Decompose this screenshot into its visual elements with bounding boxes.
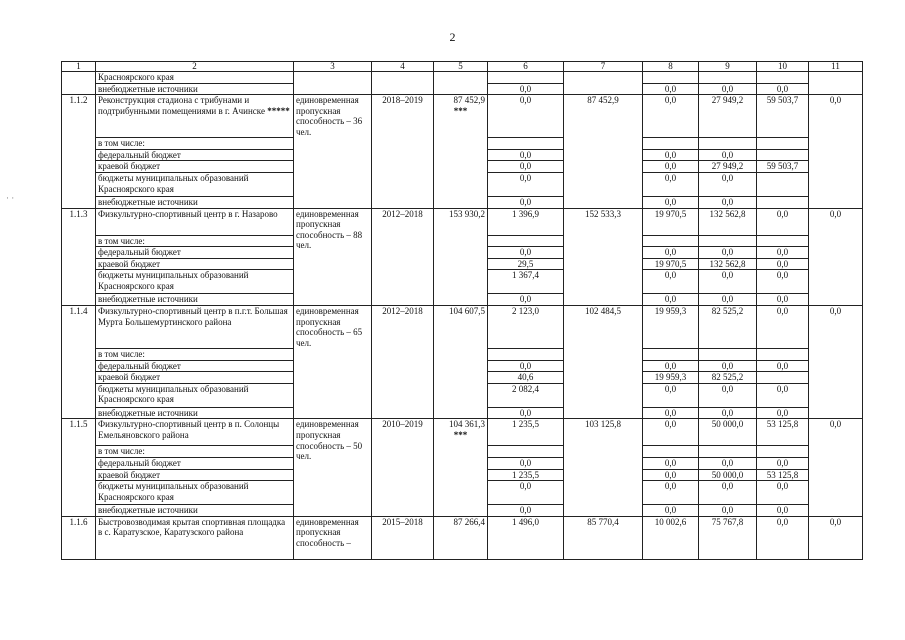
value-cell: 19 970,5	[643, 258, 699, 270]
table-cell	[643, 348, 699, 360]
column-header: 9	[699, 62, 757, 72]
row-label: краевой бюджет	[96, 258, 294, 270]
period-cell: 2012–2018	[372, 305, 434, 418]
value-cell: 19 959,3	[643, 305, 699, 348]
table-cell	[699, 138, 757, 150]
value-cell: 0,0	[699, 407, 757, 419]
value-cell: 0,0	[757, 258, 809, 270]
value-cell: 0,0	[757, 305, 809, 348]
period-cell: 2018–2019	[372, 95, 434, 208]
value-cell: 0,0	[643, 383, 699, 407]
value-cell: 132 562,8	[699, 208, 757, 235]
num-cell	[62, 72, 96, 84]
table-cell	[757, 446, 809, 458]
row-label: бюджеты муниципальных образований Красноярского края	[96, 383, 294, 407]
table-cell	[488, 348, 564, 360]
table-cell	[564, 72, 643, 84]
value-cell: 82 525,2	[699, 372, 757, 384]
table-cell	[643, 446, 699, 458]
value-cell: 0,0	[643, 481, 699, 505]
row-label: в том числе:	[96, 446, 294, 458]
value-cell: 0,0	[643, 419, 699, 446]
value-cell: 59 503,7	[757, 161, 809, 173]
row-label: бюджеты муниципальных образований Красноярского края	[96, 481, 294, 505]
value-cell: 19 959,3	[643, 372, 699, 384]
project-title-text: Физкультурно-спортивный центр в п.г.т. Большая Мурта Большемуртинского района	[98, 305, 288, 327]
value-cell: 103 125,8	[564, 419, 643, 516]
value-cell: 1 396,9	[488, 208, 564, 235]
value-cell: 0,0	[809, 516, 863, 559]
value-cell: 0,0	[643, 469, 699, 481]
value-cell: 85 770,4	[564, 516, 643, 559]
column-header: 5	[434, 62, 488, 72]
column-header: 7	[564, 62, 643, 72]
project-number: 1.1.6	[62, 516, 96, 559]
row-label: внебюджетные источники	[96, 407, 294, 419]
total-cell	[434, 95, 488, 208]
column-header: 1	[62, 62, 96, 72]
period-cell	[372, 72, 434, 84]
table-cell	[488, 446, 564, 458]
table-cell	[699, 235, 757, 247]
continuation-row	[62, 83, 863, 95]
value-cell: 0,0	[643, 247, 699, 259]
project-title-text: Физкультурно-спортивный центр в п. Солонцы Емельяновского района	[98, 419, 280, 440]
table-cell	[699, 72, 757, 84]
capacity-cell: единовременная пропускная способность – 36 чел.	[294, 95, 372, 208]
value-cell: 0,0	[757, 83, 809, 95]
column-header: 4	[372, 62, 434, 72]
table-cell	[699, 348, 757, 360]
value-cell: 0,0	[699, 360, 757, 372]
value-cell: 0,0	[643, 407, 699, 419]
value-cell: 0,0	[488, 161, 564, 173]
row-label: бюджеты муниципальных образований Красноярского края	[96, 270, 294, 294]
value-cell: 0,0	[699, 172, 757, 196]
table-cell	[372, 83, 434, 95]
capacity-cell	[294, 72, 372, 84]
value-cell: 0,0	[757, 505, 809, 517]
period-cell: 2015–2018	[372, 516, 434, 559]
table-cell	[564, 83, 643, 95]
value-cell: 0,0	[757, 360, 809, 372]
value-cell: 0,0	[757, 208, 809, 235]
value-cell: 0,0	[757, 270, 809, 294]
value-cell: 0,0	[809, 305, 863, 418]
value-cell: 0,0	[643, 161, 699, 173]
total-cell	[434, 516, 488, 559]
value-cell: 0,0	[699, 457, 757, 469]
value-cell: 0,0	[757, 481, 809, 505]
value-cell: 1 496,0	[488, 516, 564, 559]
table-cell	[809, 83, 863, 95]
row-label: федеральный бюджет	[96, 149, 294, 161]
footnote-mark: *****	[267, 105, 290, 116]
table-cell	[757, 138, 809, 150]
value-cell: 0,0	[757, 407, 809, 419]
value-cell: 0,0	[643, 294, 699, 306]
project-row	[62, 305, 863, 348]
capacity-cell: единовременная пропускная способность – 88 чел.	[294, 208, 372, 305]
project-title-text: Быстровозводимая крытая спортивная площадка в с. Каратузское, Каратузского района	[98, 516, 286, 538]
project-row	[62, 516, 863, 559]
footnote-mark: ***	[453, 429, 468, 440]
value-cell: 0,0	[757, 457, 809, 469]
value-cell: 0,0	[488, 247, 564, 259]
value-cell: 0,0	[643, 196, 699, 208]
value-cell: 27 949,2	[699, 161, 757, 173]
value-cell: 27 949,2	[699, 95, 757, 138]
total-value: 87 266,4	[453, 516, 485, 527]
num-cell	[62, 83, 96, 95]
row-label: в том числе:	[96, 235, 294, 247]
row-label: бюджеты муниципальных образований Красноярского края	[96, 172, 294, 196]
value-cell: 0,0	[488, 360, 564, 372]
project-row	[62, 95, 863, 138]
column-header: 10	[757, 62, 809, 72]
value-cell: 0,0	[488, 481, 564, 505]
value-cell: 0,0	[643, 360, 699, 372]
value-cell: 0,0	[699, 149, 757, 161]
row-label: внебюджетные источники	[96, 505, 294, 517]
value-cell: 50 000,0	[699, 469, 757, 481]
project-title	[96, 95, 294, 138]
table-cell	[757, 235, 809, 247]
table-cell	[488, 138, 564, 150]
project-title	[96, 516, 294, 559]
value-cell	[757, 196, 809, 208]
period-cell: 2012–2018	[372, 208, 434, 305]
value-cell: 0,0	[809, 419, 863, 516]
value-cell: 53 125,8	[757, 419, 809, 446]
value-cell: 0,0	[699, 481, 757, 505]
value-cell: 0,0	[757, 294, 809, 306]
project-number: 1.1.4	[62, 305, 96, 418]
row-label: краевой бюджет	[96, 469, 294, 481]
value-cell: 0,0	[488, 196, 564, 208]
value-cell: 10 002,6	[643, 516, 699, 559]
row-label: Красноярского края	[96, 72, 294, 84]
project-title	[96, 305, 294, 348]
value-cell: 0,0	[488, 457, 564, 469]
footnote-mark: ***	[453, 105, 468, 116]
row-label: федеральный бюджет	[96, 247, 294, 259]
table-cell	[434, 83, 488, 95]
value-cell: 0,0	[643, 505, 699, 517]
value-cell: 0,0	[757, 383, 809, 407]
row-label: в том числе:	[96, 138, 294, 150]
value-cell: 0,0	[643, 270, 699, 294]
total-cell	[434, 208, 488, 305]
table-cell	[488, 235, 564, 247]
row-label: федеральный бюджет	[96, 360, 294, 372]
capacity-cell: единовременная пропускная способность –	[294, 516, 372, 559]
value-cell: 0,0	[643, 83, 699, 95]
value-cell: 75 767,8	[699, 516, 757, 559]
total-value: 153 930,2	[449, 208, 485, 219]
value-cell: 152 533,3	[564, 208, 643, 305]
column-header: 11	[809, 62, 863, 72]
value-cell: 0,0	[488, 407, 564, 419]
value-cell: 0,0	[488, 149, 564, 161]
value-cell: 53 125,8	[757, 469, 809, 481]
period-cell: 2010–2019	[372, 419, 434, 516]
project-number: 1.1.3	[62, 208, 96, 305]
row-label: внебюджетные источники	[96, 294, 294, 306]
row-label: федеральный бюджет	[96, 457, 294, 469]
table-cell	[294, 83, 372, 95]
value-cell	[757, 372, 809, 384]
value-cell: 0,0	[699, 505, 757, 517]
table-cell	[488, 72, 564, 84]
column-header: 6	[488, 62, 564, 72]
table-cell	[757, 72, 809, 84]
value-cell: 0,0	[809, 208, 863, 305]
total-value: 104 361,3	[449, 419, 485, 430]
value-cell: 132 562,8	[699, 258, 757, 270]
table-cell	[699, 446, 757, 458]
value-cell: 0,0	[699, 270, 757, 294]
value-cell: 19 970,5	[643, 208, 699, 235]
project-row	[62, 419, 863, 446]
value-cell: 59 503,7	[757, 95, 809, 138]
row-label: в том числе:	[96, 348, 294, 360]
project-title-text: Реконструкция стадиона с трибунами и подтрибунными помещениями в г. Ачинске	[98, 95, 265, 116]
value-cell: 0,0	[643, 457, 699, 469]
value-cell	[757, 149, 809, 161]
table-cell	[643, 235, 699, 247]
header-row	[62, 62, 863, 72]
project-title	[96, 419, 294, 446]
value-cell: 0,0	[488, 95, 564, 138]
column-header: 8	[643, 62, 699, 72]
row-label: краевой бюджет	[96, 372, 294, 384]
table-cell	[643, 72, 699, 84]
total-value: 87 452,9	[453, 95, 485, 106]
capacity-cell: единовременная пропускная способность – 65 чел.	[294, 305, 372, 418]
table-cell	[757, 348, 809, 360]
value-cell: 0,0	[488, 83, 564, 95]
value-cell: 29,5	[488, 258, 564, 270]
value-cell: 87 452,9	[564, 95, 643, 208]
row-label: краевой бюджет	[96, 161, 294, 173]
total-value: 104 607,5	[449, 305, 485, 316]
value-cell: 0,0	[488, 294, 564, 306]
project-title-text: Физкультурно-спортивный центр в г. Назарово	[98, 208, 278, 219]
value-cell: 0,0	[699, 196, 757, 208]
value-cell: 0,0	[643, 95, 699, 138]
value-cell: 2 123,0	[488, 305, 564, 348]
row-label: внебюджетные источники	[96, 196, 294, 208]
value-cell: 102 484,5	[564, 305, 643, 418]
value-cell: 0,0	[757, 247, 809, 259]
column-header: 3	[294, 62, 372, 72]
table-cell	[643, 138, 699, 150]
table-cell	[809, 72, 863, 84]
page-number: 2	[449, 30, 456, 44]
total-cell	[434, 419, 488, 516]
value-cell: 0,0	[699, 294, 757, 306]
total-cell	[434, 305, 488, 418]
value-cell: 2 082,4	[488, 383, 564, 407]
value-cell: 0,0	[643, 149, 699, 161]
value-cell: 1 235,5	[488, 469, 564, 481]
value-cell: 0,0	[757, 516, 809, 559]
value-cell: 0,0	[488, 172, 564, 196]
value-cell: 0,0	[699, 383, 757, 407]
value-cell: 82 525,2	[699, 305, 757, 348]
value-cell: 0,0	[699, 83, 757, 95]
value-cell: 0,0	[488, 505, 564, 517]
value-cell: 1 367,4	[488, 270, 564, 294]
financing-table	[61, 61, 863, 560]
capacity-cell: единовременная пропускная способность – 50 чел.	[294, 419, 372, 516]
margin-marks: · ·	[6, 193, 15, 203]
value-cell: 1 235,5	[488, 419, 564, 446]
value-cell: 0,0	[699, 247, 757, 259]
project-title	[96, 208, 294, 235]
project-row	[62, 208, 863, 235]
value-cell: 40,6	[488, 372, 564, 384]
continuation-row	[62, 72, 863, 84]
project-number: 1.1.5	[62, 419, 96, 516]
column-header: 2	[96, 62, 294, 72]
total-cell	[434, 72, 488, 84]
project-number: 1.1.2	[62, 95, 96, 208]
value-cell: 50 000,0	[699, 419, 757, 446]
row-label: внебюджетные источники	[96, 83, 294, 95]
value-cell	[757, 172, 809, 196]
value-cell: 0,0	[809, 95, 863, 208]
value-cell: 0,0	[643, 172, 699, 196]
